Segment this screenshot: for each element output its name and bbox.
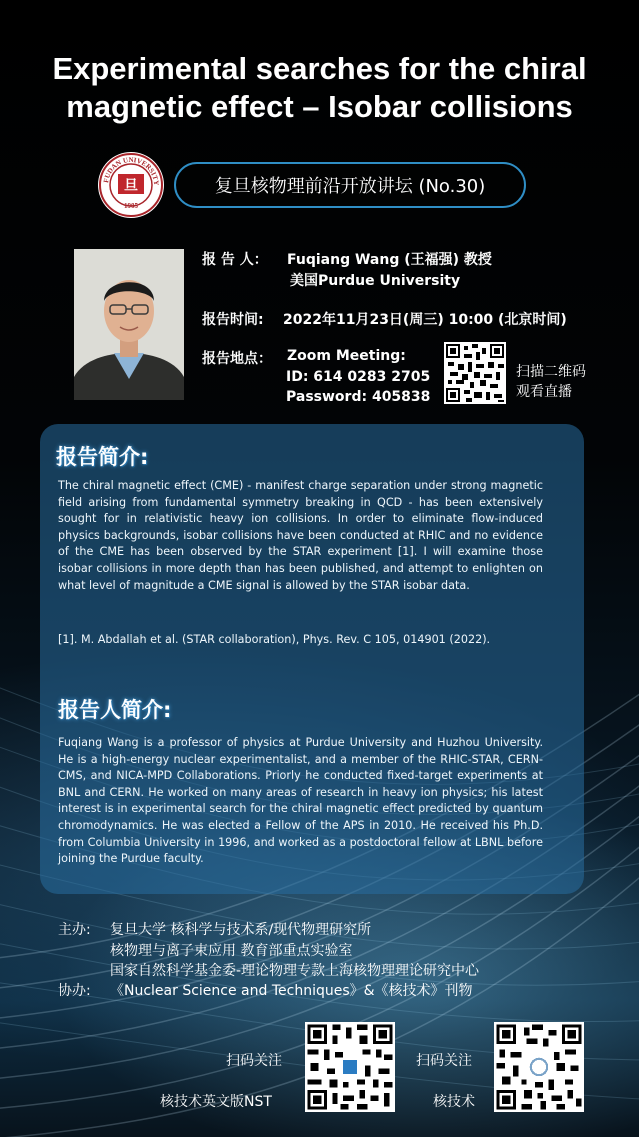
meeting-password: Password: 405838 (286, 389, 431, 405)
host-line-1: 复旦大学 核科学与技术系/现代物理研究所 (110, 922, 372, 938)
venue-label: 报告地点： (202, 351, 272, 367)
live-qr-caption-line1: 扫描二维码 (516, 364, 586, 380)
hejishu-account-name: 核技术 (433, 1094, 475, 1110)
time-value: 2022年11月23日(周三) 10:00 (北京时间) (283, 312, 567, 328)
forum-series-badge (174, 162, 526, 208)
nst-follow-qr-code[interactable] (305, 1022, 395, 1112)
hejishu-follow-qr-code[interactable] (494, 1022, 584, 1112)
title-line-2: magnetic effect – Isobar collisions (66, 89, 573, 124)
speaker-name: Fuqiang Wang (王福强) 教授 (287, 252, 492, 268)
live-qr-caption (516, 362, 586, 402)
time-label: 报告时间: (202, 312, 264, 328)
svg-text:1905: 1905 (124, 202, 138, 210)
live-stream-qr-code[interactable] (444, 342, 506, 404)
title-line-1: Experimental searches for the chiral (52, 51, 587, 86)
speaker-affiliation: 美国Purdue University (290, 273, 461, 289)
abstract-reference: [1]. M. Abdallah et al. (STAR collaboration), Phys. Rev. C 105, 014901 (2022). (58, 633, 491, 646)
host-line-3: 国家自然科学基金委-理论物理专款上海核物理理论研究中心 (110, 963, 480, 979)
hejishu-scan-caption: 扫码关注 (416, 1053, 472, 1069)
nst-scan-caption: 扫码关注 (226, 1053, 282, 1069)
venue-zoom: Zoom Meeting: (287, 348, 406, 364)
bio-heading: 报告人简介: (58, 698, 172, 722)
svg-text:FUDAN UNIVERSITY: FUDAN UNIVERSITY (102, 155, 161, 186)
bio-text: Fuqiang Wang is a professor of physics at Purdue University and Huzhou University. He is a high-energy nuclear experimentalist, and a member of the RHIC-STAR, CERN-CMS, and NICA-MPD Collaborations. Priorly he conducted fixed-target experiments at BNL and CERN. He worked on many areas of research in heavy ion physics; his latest interest is in experimental search for the chiral magnetic effect predicted by quantum chromodynamics. He was elected a Fellow of the APS in 2010. He received his Ph.D. from Columbia University in 1996, and worked as a postdoctoral fellow at LBNL before joining the Purdue faculty. (58, 736, 543, 866)
abstract-heading: 报告简介: (56, 445, 149, 469)
svg-text:旦: 旦 (124, 178, 138, 194)
meeting-id: ID: 614 0283 2705 (286, 369, 431, 385)
host-label: 主办: (58, 922, 91, 938)
forum-series-label: 复旦核物理前沿开放讲坛 (No.30) (214, 176, 486, 197)
nst-account-name: 核技术英文版NST (160, 1094, 272, 1110)
fudan-university-seal-logo (98, 152, 164, 218)
speaker-label: 报 告 人： (202, 252, 268, 268)
poster-title (0, 50, 639, 126)
host-line-2: 核物理与离子束应用 教育部重点实验室 (110, 943, 353, 959)
co-organizer-label: 协办: (58, 983, 91, 999)
abstract-text: The chiral magnetic effect (CME) - manifest charge separation under strong magnetic field arising from fundamental symmetry breaking in QCD - has been extensively sought for in relativistic heavy ion collisions. In order to eliminate flow-induced physics backgrounds, isobar collisions have been conducted at RHIC and no evidence of the CME has been observed by the STAR experiment [1]. I will examine those isobar collisions in more depth than has been published, and attempt to enlighten on what level of magnitude a CME signal is allowed by the STAR isobar data. (58, 479, 543, 592)
co-organizer: 《Nuclear Science and Techniques》&《核技术》刊物 (110, 983, 473, 999)
speaker-photo (74, 249, 184, 400)
live-qr-caption-line2: 观看直播 (516, 384, 572, 400)
